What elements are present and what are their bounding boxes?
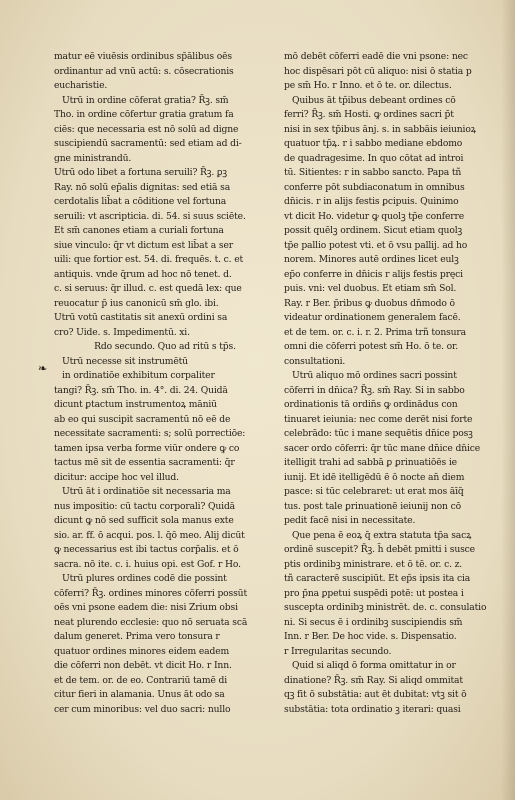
text-line: Utrū aliquo mō ordines sacri possint bbox=[292, 370, 457, 381]
text-line: omni die cōferri potest sm̄ Ho. ō te. or. bbox=[284, 341, 459, 352]
text-line: hoc dispēsari pōt cū aliquo: nisi ō statia p bbox=[284, 65, 472, 77]
text-line: matur eē viuēsis ordinibus sp̄ālibus oēs bbox=[54, 51, 232, 62]
text-line: tactus mē sit de essentia sacramenti: q̄r bbox=[54, 457, 235, 468]
paragraph-mark: ❧ bbox=[38, 362, 48, 375]
text-line: dalum generet. Prima vero tonsura r bbox=[54, 631, 220, 642]
text-line: dn̄icis. r in alijs festis ꝑcipuis. Quinimo bbox=[284, 196, 459, 207]
text-line: suscepta ordinibꝫ ministrēt. de. c. consulatio bbox=[284, 602, 487, 613]
text-line: Quibus āt tp̄ibus debeant ordines cō bbox=[292, 94, 456, 106]
text-line: ni. Si secus ē i ordinibꝫ suscipiendis sm̄ bbox=[284, 616, 463, 628]
text-line: de quadragesime. In quo cōtat ad introi bbox=[284, 152, 464, 164]
text-line: necessitate sacramenti: s; solū porrectiōe: bbox=[54, 428, 246, 439]
text-line: Rdo secundo. Quo ad ritū s tp̄s. bbox=[94, 341, 236, 352]
text-line: tus. post tale ꝑrinuationē ieiunij non cō bbox=[284, 500, 461, 512]
text-line: pasce: si tūc celebraret: ut erat mos āīq̄ bbox=[284, 486, 464, 497]
text-line: oēs vni psone eadem die: nisi Zrium obsi bbox=[54, 602, 238, 613]
text-line: pedit facē nisi in necessitate. bbox=[284, 515, 416, 526]
text-line: neat plurendo ecclesie: quo nō seruata scā bbox=[54, 616, 248, 628]
text-line: Inn. r Ber. De hoc vide. s. Dispensatio. bbox=[284, 631, 457, 642]
text-line: in ordinatiōe exhibitum corpaliter bbox=[62, 370, 215, 381]
text-line: Ray. nō solū ep̄alis dignitas: sed etiā sa bbox=[54, 181, 231, 193]
text-line: tamen ipsa verba forme viūr ondere ꝙ co bbox=[54, 442, 240, 454]
text-line: Quid si aliqd ō forma omittatur in or bbox=[292, 660, 456, 671]
text-line: pro p̄na ꝑpetui suspēdi potē: ut postea i bbox=[284, 587, 464, 599]
text-line: Et sm̄ canones etiam a curiali fortuna bbox=[54, 225, 224, 236]
text-line: die cōferri non debēt. vt dicit Ho. r Inn. bbox=[54, 660, 232, 671]
text-line: Que pena ē eoꝝ q̄ extra statuta tp̄a sacꝝ bbox=[292, 529, 472, 541]
text-line: cer cum minoribus: vel duo sacri: nullo bbox=[54, 703, 231, 715]
text-line: sacer ordo cōferri: q̄r tūc mane dn̄ice dn̄ice bbox=[284, 442, 481, 454]
text-line: nisi in sex tp̄ibus ānj. s. in sabbāis ieiunioꝝ bbox=[284, 123, 476, 135]
text-line: Tho. in ordine cōfertur gratia gratum fa bbox=[54, 109, 234, 120]
text-line: celebrādo: tūc i mane sequētis dn̄ice posꝫ bbox=[284, 428, 473, 439]
text-line: dicitur: accipe hoc vel illud. bbox=[54, 471, 179, 483]
text-line: Utrū odo libet a fortuna seruili? R̄ꝫ. ꝑꝫ bbox=[54, 167, 227, 178]
text-line: dinatione? R̄ꝫ. sm̄ Ray. Si aliqd ommitat bbox=[284, 674, 463, 686]
text-line: r Irregularitas secundo. bbox=[284, 645, 392, 657]
text-line: cōferri? R̄ꝫ. ordines minores cōferri possūt bbox=[54, 587, 247, 599]
text-line: ordinationis tā ordin̄s ꝙ ordinādus con bbox=[284, 399, 458, 410]
text-line: eucharistie. bbox=[54, 80, 108, 91]
text-line: dicunt ꝙ nō sed sufficit sola manus exte bbox=[54, 515, 234, 526]
text-line: cerdotalis lib̄at a cōditione vel fortuna bbox=[54, 196, 227, 207]
text-line: c. si seruus: q̄r illud. c. est quedā lex: que bbox=[54, 283, 242, 294]
text-line: cōferri in dn̄ica? R̄ꝫ. sm̄ Ray. Si in sabbo bbox=[284, 384, 465, 396]
right-text-column bbox=[284, 50, 506, 717]
text-line: tinuaret ieiunia: nec come derēt nisi forte bbox=[284, 413, 473, 425]
text-line: conferre pōt subdiaconatum in omnibus bbox=[284, 181, 465, 193]
text-line: ptis ordinibꝫ ministrare. et ō tē. or. c. z. bbox=[284, 558, 463, 570]
text-line: suscipiendū sacramentū: sed etiam ad di- bbox=[54, 138, 242, 149]
text-line: vt dicit Ho. videtur ꝙ quolꝫ tp̄e conferre bbox=[284, 210, 465, 222]
text-line: et de tem. or. c. i. r. 2. Prima trñ tonsura bbox=[284, 326, 466, 338]
text-line: Ray. r Ber. p̄ribus ꝙ duobus dn̄modo ō bbox=[284, 297, 455, 309]
text-line: nus impositio: cū tactu corporali? Quidā bbox=[54, 500, 236, 512]
text-line: et de tem. or. de eo. Contrariū tamē di bbox=[54, 674, 228, 686]
text-line: dicunt ꝑtactum instrumentoꝝ māniū bbox=[54, 399, 217, 410]
text-line: tñ caracterē suscipiūt. Et ep̄s ipsis ita cia bbox=[284, 573, 471, 584]
text-line: ep̄o conferre in dn̄icis r alijs festis pręci bbox=[284, 268, 463, 280]
text-line: gne ministrandū. bbox=[54, 152, 132, 164]
text-line: sacra. nō ite. c. i. huius opi. est Gof. r Ho. bbox=[54, 558, 241, 570]
text-line: possit quēlꝫ ordinem. Sicut etiam quolꝫ bbox=[284, 225, 463, 236]
left-text-column bbox=[54, 50, 276, 717]
text-line: ꝙ necessarius est ibi tactus corp̄alis. et ō bbox=[54, 544, 239, 555]
text-line: Utrū in ordine cōferat gratia? R̄ꝫ. sm̄ bbox=[62, 94, 229, 106]
text-line: ordinantur ad vnū actū: s. cōsecrationis bbox=[54, 65, 234, 77]
text-line: tū. Sitientes: r in sabbo sancto. Papa tñ bbox=[284, 167, 462, 178]
text-line: qꝫ fit ō substātia: aut ēt dubitat: vtꝫ sit ō bbox=[284, 689, 467, 700]
text-line: consultationi. bbox=[284, 355, 346, 367]
text-line: Utrū plures ordines codē die possint bbox=[62, 573, 227, 584]
text-line: quatuor tp̄ꝝ. r i sabbo mediane ebdomo bbox=[284, 138, 463, 149]
text-line: mō debēt cōferri eadē die vni psone: nec bbox=[284, 51, 468, 62]
text-line: norem. Minores autē ordines licet eulꝫ bbox=[284, 254, 459, 265]
text-line: antiquis. vnde q̄rum ad hoc nō tenet. d. bbox=[54, 268, 232, 280]
text-line: tp̄e pallio potest vti. et ō vsu pallij. ad ho bbox=[284, 239, 468, 251]
text-line: videatur ordinationem generalem facē. bbox=[284, 312, 461, 323]
text-line: reuocatur p̄ ius canonicū sm̄ glo. ibi. bbox=[54, 297, 219, 309]
text-line: Utrū votū castitatis sit anexū ordini sa bbox=[54, 312, 228, 323]
text-line: citur fieri in alamania. Unus āt odo sa bbox=[54, 689, 225, 700]
text-line: sio. ar. ff. ō acqui. pos. l. q̄ō meo. Alij dicūt bbox=[54, 529, 245, 541]
text-line: ferri? R̄ꝫ. sm̄ Hosti. ꝙ ordines sacri p̄t bbox=[284, 109, 454, 120]
text-line: substātia: tota ordinatio ꝫ iterari: quasi bbox=[284, 703, 461, 715]
text-line: seruili: vt ascripticia. di. 54. si suus sciēte. bbox=[54, 210, 246, 222]
text-line: tangi? R̄ꝫ. sm̄ Tho. in. 4°. di. 24. Quidā bbox=[54, 384, 228, 396]
text-line: quatuor ordines minores eidem eadem bbox=[54, 645, 230, 657]
text-line: ordinē suscepit? R̄ꝫ. h̄ debēt pmitti i susce bbox=[284, 544, 475, 555]
text-line: uili: que fortior est. 54. di. frequēs. t. c. et bbox=[54, 254, 244, 265]
text-line: puis. vni: vel duobus. Et etiam sm̄ Sol. bbox=[284, 283, 457, 294]
text-line: pe sm̄ Ho. r Inno. et ō te. or. dilectus. bbox=[284, 80, 452, 91]
text-line: ab eo qui suscipit sacramentū nō eē de bbox=[54, 413, 231, 425]
text-line: ciēs: que necessaria est nō solū ad digne bbox=[54, 123, 239, 135]
text-line: Utrū āt i ordinatiōe sit necessaria ma bbox=[62, 486, 231, 497]
text-line: Utrū necesse sit instrumētū bbox=[62, 355, 188, 367]
text-line: cro? Uide. s. Impedimentū. xi. bbox=[54, 326, 190, 338]
text-line: siue vinculo: q̄r vt dictum est lib̄at a ser bbox=[54, 239, 233, 251]
text-line: iunij. Et idē itelligēdū ē ō nocte an̄ diem bbox=[284, 471, 465, 483]
text-line: itelligit trahi ad sabbā ꝑ ꝑrinuatiōēs ie bbox=[284, 457, 457, 468]
